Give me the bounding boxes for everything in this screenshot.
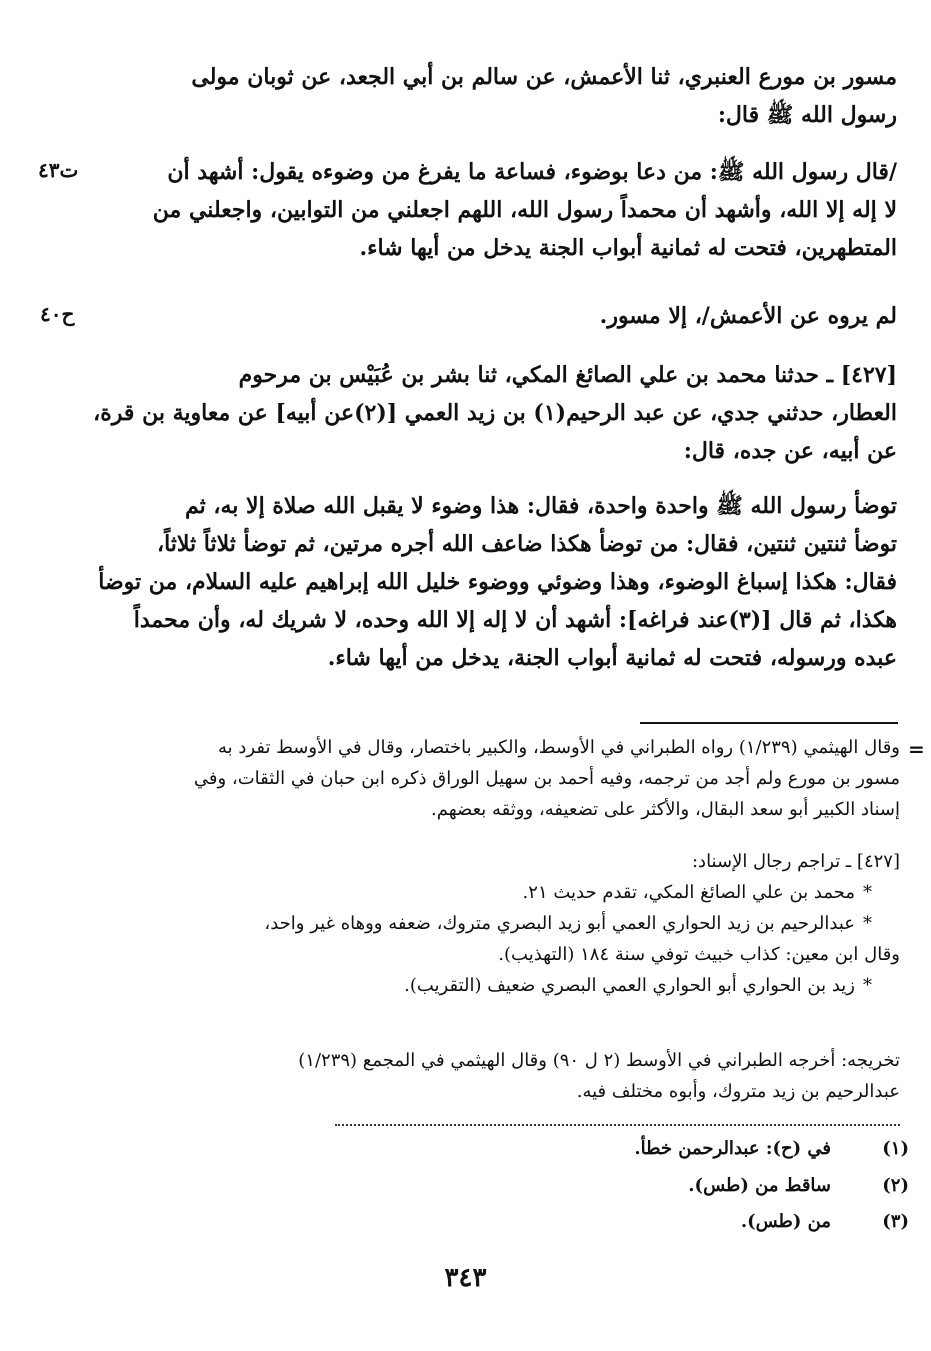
bullet-icon: * (863, 913, 872, 934)
footnote-text: ساقط من (طس). (688, 1175, 831, 1196)
narrator-text-cont: وقال ابن معين: كذاب خبيث توفي سنة ١٨٤ (التهذيب). (498, 944, 900, 965)
text-line: لم يروه عن الأعمش/، إلا مسور. (599, 303, 897, 329)
takhrij-section (100, 1045, 900, 1107)
paragraph-hadith-427-isnad (92, 356, 897, 470)
text-line: عبده ورسوله، فتحت له ثمانية أبواب الجنة، يدخل من أيها شاء. (327, 645, 897, 671)
paragraph-hadith-text-cont (92, 191, 897, 267)
footnote-number: (١) (882, 1138, 909, 1159)
text-line: عبدالرحيم بن زيد متروك، وأبوه مختلف فيه. (576, 1081, 900, 1102)
narrator-item (100, 877, 900, 908)
text-line: توضأ ثنتين ثنتين، فقال: من توضأ هكذا ضاعف الله أجره مرتين، ثم توضأ ثلاثاً ثلاثاً، (156, 531, 897, 557)
bullet-icon: * (863, 882, 872, 903)
text-line: رسول الله ﷺ قال: (717, 102, 897, 128)
text-line: مسور بن مورع العنبري، ثنا الأعمش، عن سالم بن أبي الجعد، عن ثوبان مولى (191, 64, 897, 90)
paragraph-hadith-text (122, 153, 897, 191)
text-line: إسناد الكبير أبو سعد البقال، والأكثر على تضعيفه، ووثقه بعضهم. (431, 799, 900, 820)
narrator-item (100, 970, 900, 1001)
text-line: تخريجه: أخرجه الطبراني في الأوسط (٢ ل ٩٠) وقال الهيثمي في المجمع (١/٢٣٩) (298, 1050, 900, 1071)
text-line: توضأ رسول الله ﷺ واحدة واحدة، فقال: هذا وضوء لا يقبل الله صلاة إلا به، ثم (184, 493, 897, 519)
section-heading: [٤٢٧] ـ تراجم رجال الإسناد: (691, 851, 900, 872)
narrator-text: عبدالرحيم بن زيد الحواري العمي أبو زيد البصري متروك، ضعفه ووهاه غير واحد، (264, 913, 855, 934)
footnote-text: في (ح): عبدالرحمن خطأ. (634, 1138, 831, 1159)
text-line: هكذا، ثم قال [(٣)عند فراغه]: أشهد أن لا إله إلا الله وحده، لا شريك له، وأن محمداً (133, 607, 897, 633)
commentary-haythami (100, 732, 900, 825)
bullet-icon: * (863, 975, 872, 996)
text-line: [٤٢٧] ـ حدثنا محمد بن علي الصائغ المكي، ثنا بشر بن عُبَيْس بن مرحوم (238, 362, 897, 388)
text-line: المتطهرين، فتحت له ثمانية أبواب الجنة يدخل من أيها شاء. (359, 235, 897, 261)
text-line: عن أبيه، عن جده، قال: (683, 438, 897, 464)
footnote-number: (٣) (882, 1211, 909, 1232)
paragraph-hadith-427-matn (92, 487, 897, 677)
page-number: ٣٤٣ (444, 1263, 487, 1293)
narrator-text: زيد بن الحواري أبو الحواري العمي البصري ضعيف (التقريب). (404, 975, 855, 996)
narrator-text: محمد بن علي الصائغ المكي، تقدم حديث ٢١. (522, 882, 855, 903)
footnote-number: (٢) (882, 1175, 909, 1196)
footnote-text: من (طس). (740, 1211, 831, 1232)
tarajim-section (100, 846, 900, 1001)
narrator-item (100, 908, 900, 939)
footnotes-separator (335, 1124, 900, 1126)
paragraph-remark (92, 297, 897, 335)
continuation-mark: = (908, 737, 925, 761)
text-line: /قال رسول الله ﷺ: من دعا بوضوء، فساعة ما يفرغ من وضوءه يقول: أشهد أن (167, 159, 897, 185)
text-line: العطار، حدثني جدي، عن عبد الرحيم(١) بن زيد العمي [(٢)عن أبيه] عن معاوية بن قرة، (93, 400, 897, 426)
footnote-separator (640, 722, 898, 724)
text-line: فقال: هكذا إسباغ الوضوء، وهذا وضوئي ووضوء خليل الله إبراهيم عليه السلام، من توضأ (98, 569, 897, 595)
text-line: لا إله إلا الله، وأشهد أن محمداً رسول الله، اللهم اجعلني من التوابين، واجعلني من (152, 197, 897, 223)
text-line: مسور بن مورع ولم أجد من ترجمه، وفيه أحمد بن سهيل الوراق ذكره ابن حبان في الثقات، وفي (193, 768, 900, 789)
margin-reference-note: ح٤٠ (40, 302, 75, 326)
margin-reference-note: ت٤٣ (38, 158, 79, 182)
text-line: وقال الهيثمي (١/٢٣٩) رواه الطبراني في الأوسط، والكبير باختصار، وقال في الأوسط تفرد به (218, 737, 900, 758)
paragraph-isnad-intro (92, 58, 897, 134)
